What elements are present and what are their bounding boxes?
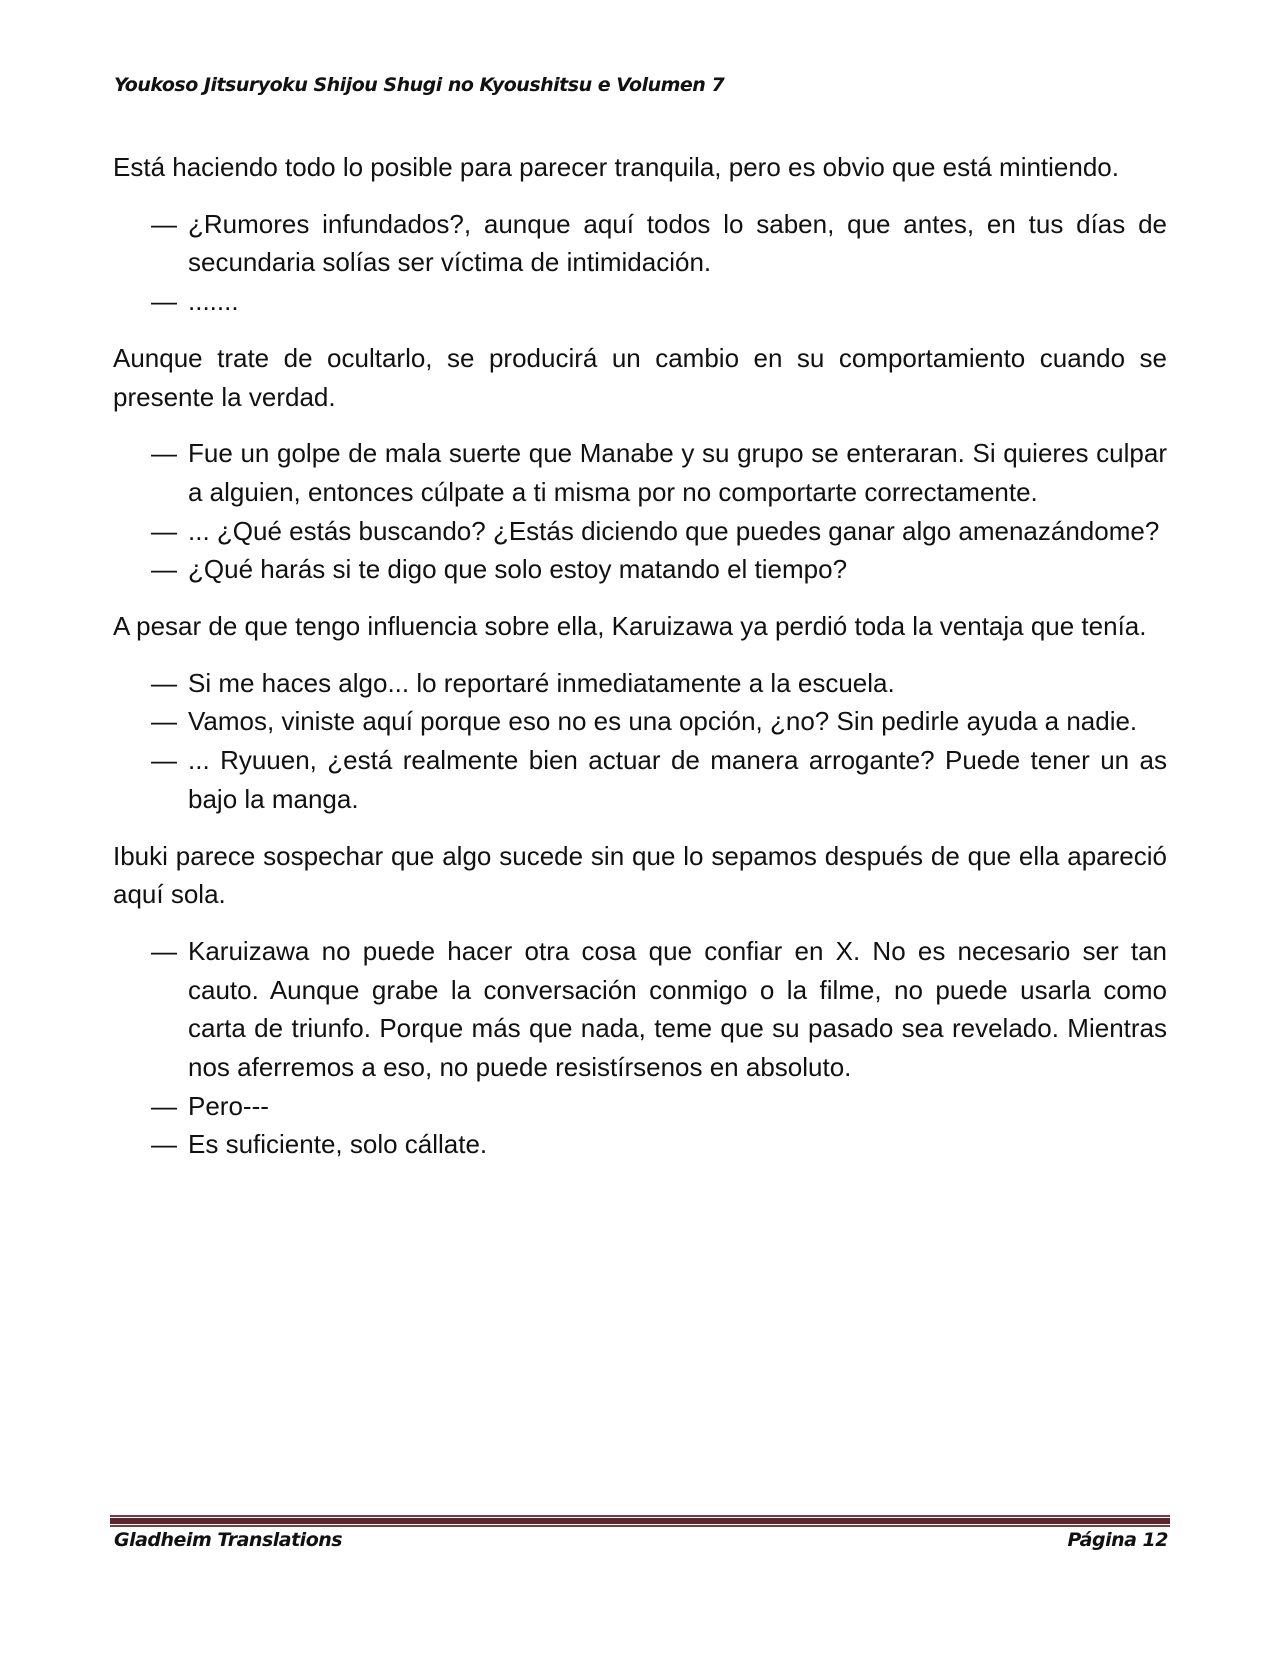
dialogue-line [113, 1125, 1167, 1164]
em-dash: — [151, 438, 177, 469]
narration-paragraph: Ibuki parece sospechar que algo sucede sin que lo sepamos después de que ella apareció aquí sola. [113, 840, 1167, 910]
dialogue-group [113, 205, 1167, 321]
dialogue-text: Si me haces algo... lo reportaré inmediatamente a la escuela. [188, 667, 895, 698]
dialogue-text: ....... [188, 286, 239, 317]
dialogue-line [113, 702, 1167, 741]
dialogue-text: ¿Rumores infundados?, aunque aquí todos lo saben, que antes, en tus días de secundaria solías ser víctima de intimidación. [188, 208, 1167, 278]
dialogue-line [113, 434, 1167, 511]
dialogue-line [113, 205, 1167, 282]
dialogue-line [113, 550, 1167, 589]
narration-paragraph: Aunque trate de ocultarlo, se producirá un cambio en su comportamiento cuando se presente la verdad. [113, 342, 1167, 412]
footer-translator: Gladheim Translations [114, 1529, 343, 1551]
dialogue-line [113, 512, 1167, 551]
narration-paragraph: A pesar de que tengo influencia sobre ella, Karuizawa ya perdió toda la ventaja que tenía. [113, 611, 1147, 642]
dialogue-line [113, 282, 1167, 321]
narration-paragraph: Está haciendo todo lo posible para parecer tranquila, pero es obvio que está mintiendo. [113, 152, 1119, 182]
dialogue-group [113, 932, 1167, 1164]
dialogue-line [113, 664, 1167, 703]
em-dash: — [151, 745, 177, 776]
dialogue-text: ... Ryuuen, ¿está realmente bien actuar de manera arrogante? Puede tener un as bajo la manga. [188, 745, 1167, 814]
em-dash: — [151, 515, 177, 546]
em-dash: — [151, 706, 177, 737]
dialogue-line [113, 932, 1167, 1087]
em-dash: — [151, 208, 177, 239]
em-dash: — [151, 286, 177, 317]
dialogue-text: ¿Qué harás si te digo que solo estoy matando el tiempo? [188, 554, 848, 585]
em-dash: — [151, 1090, 177, 1121]
footer-divider [110, 1515, 1170, 1527]
footer-page-number: Página 12 [1067, 1529, 1168, 1551]
em-dash: — [151, 667, 177, 698]
em-dash: — [151, 935, 177, 966]
dialogue-text: Karuizawa no puede hacer otra cosa que confiar en X. No es necesario ser tan cauto. Aunque grabe la conversación conmigo o la filme, no puede usarla como carta de triunfo. Porque más que nada, teme que su pasado sea revelado. Mientras nos aferremos a eso, no puede resistírsenos en absoluto. [188, 935, 1167, 1083]
dialogue-line [113, 741, 1167, 818]
dialogue-group [113, 434, 1167, 589]
dialogue-text: ... ¿Qué estás buscando? ¿Estás diciendo que puedes ganar algo amenazándome? [188, 515, 1160, 546]
dialogue-text: Vamos, viniste aquí porque eso no es una opción, ¿no? Sin pedirle ayuda a nadie. [188, 706, 1138, 737]
dialogue-group [113, 664, 1167, 819]
dialogue-text: Es suficiente, solo cállate. [188, 1129, 488, 1160]
page-body [113, 148, 1167, 1182]
em-dash: — [151, 554, 177, 585]
dialogue-text: Pero--- [188, 1090, 269, 1121]
dialogue-text: Fue un golpe de mala suerte que Manabe y su grupo se enteraran. Si quieres culpar a alguien, entonces cúlpate a ti misma por no comportarte correctamente. [188, 438, 1167, 507]
running-header: Youkoso Jitsuryoku Shijou Shugi no Kyoushitsu e Volumen 7 [114, 74, 725, 96]
em-dash: — [151, 1129, 177, 1160]
dialogue-line [113, 1087, 1167, 1126]
